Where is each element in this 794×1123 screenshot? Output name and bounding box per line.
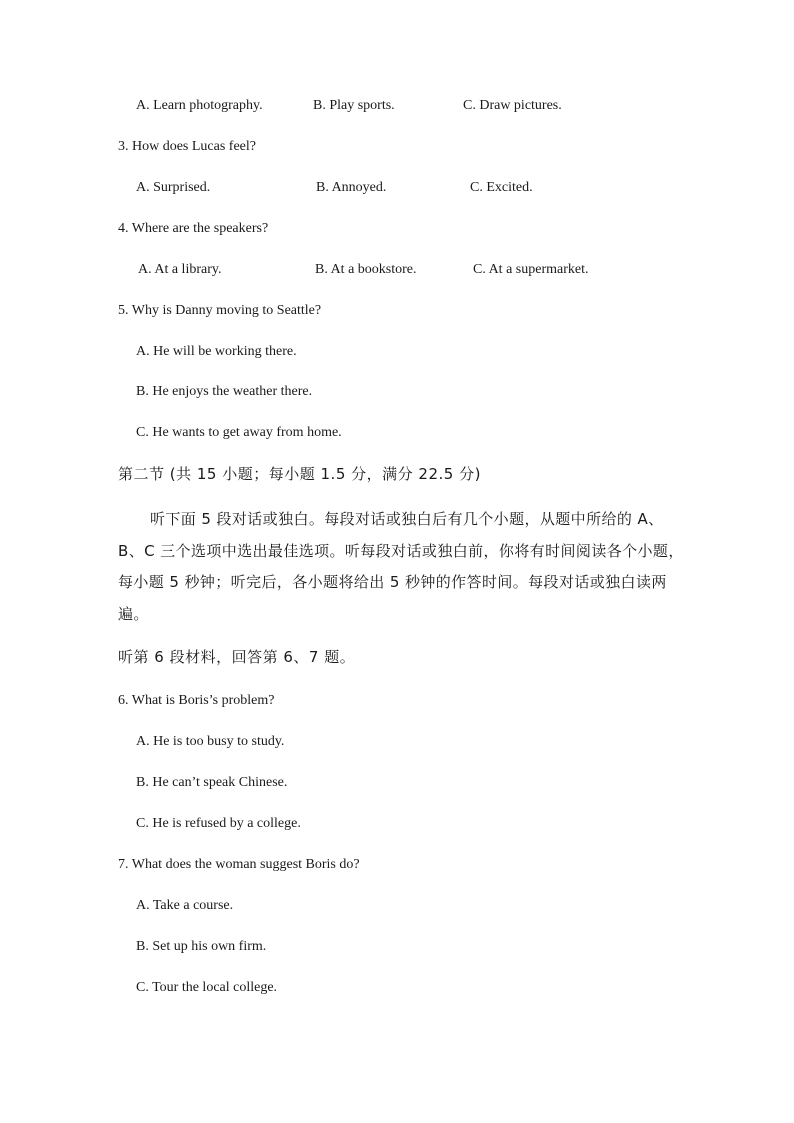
q3-option-b: B. Annoyed.	[316, 180, 387, 195]
q7-option-a: A. Take a course.	[136, 898, 234, 913]
q5-option-a: A. He will be working there.	[136, 344, 297, 359]
q6-question: 6. What is Boris’s problem?	[118, 693, 275, 708]
q4-question: 4. Where are the speakers?	[118, 221, 269, 236]
q3-option-c: C. Excited.	[470, 180, 533, 195]
section2-heading: 第二节 (共 15 小题；每小题 1.5 分，满分 22.5 分)	[118, 465, 481, 483]
q2-option-c: C. Draw pictures.	[463, 98, 562, 113]
q3-option-a: A. Surprised.	[136, 180, 211, 195]
q6-option-b: B. He can’t speak Chinese.	[136, 775, 288, 790]
q6-option-a: A. He is too busy to study.	[136, 734, 285, 749]
q7-option-c: C. Tour the local college.	[136, 980, 278, 995]
q7-option-b: B. Set up his own firm.	[136, 939, 267, 954]
q3-question: 3. How does Lucas feel?	[118, 139, 257, 154]
q7-question: 7. What does the woman suggest Boris do?	[118, 857, 360, 872]
q2-option-a: A. Learn photography.	[136, 98, 263, 113]
q5-option-c: C. He wants to get away from home.	[136, 425, 342, 440]
q5-question: 5. Why is Danny moving to Seattle?	[118, 303, 322, 318]
q2-option-b: B. Play sports.	[313, 98, 395, 113]
q4-option-a: A. At a library.	[138, 262, 222, 277]
q4-option-c: C. At a supermarket.	[473, 262, 589, 277]
q6-option-c: C. He is refused by a college.	[136, 816, 301, 831]
passage6-note: 听第 6 段材料，回答第 6、7 题。	[118, 648, 356, 666]
section2-instructions: 听下面 5 段对话或独白。每段对话或独白后有几个小题，从题中所给的 A、B、C 三个选项中选出最佳选项。听每段对话或独白前，你将有时间阅读各个小题，每小题 5 秒钟；听完后，各小题将给出 5 秒钟的作答时间。每段对话或独白读两遍。	[118, 510, 684, 623]
q4-option-b: B. At a bookstore.	[315, 262, 417, 277]
q5-option-b: B. He enjoys the weather there.	[136, 384, 313, 399]
